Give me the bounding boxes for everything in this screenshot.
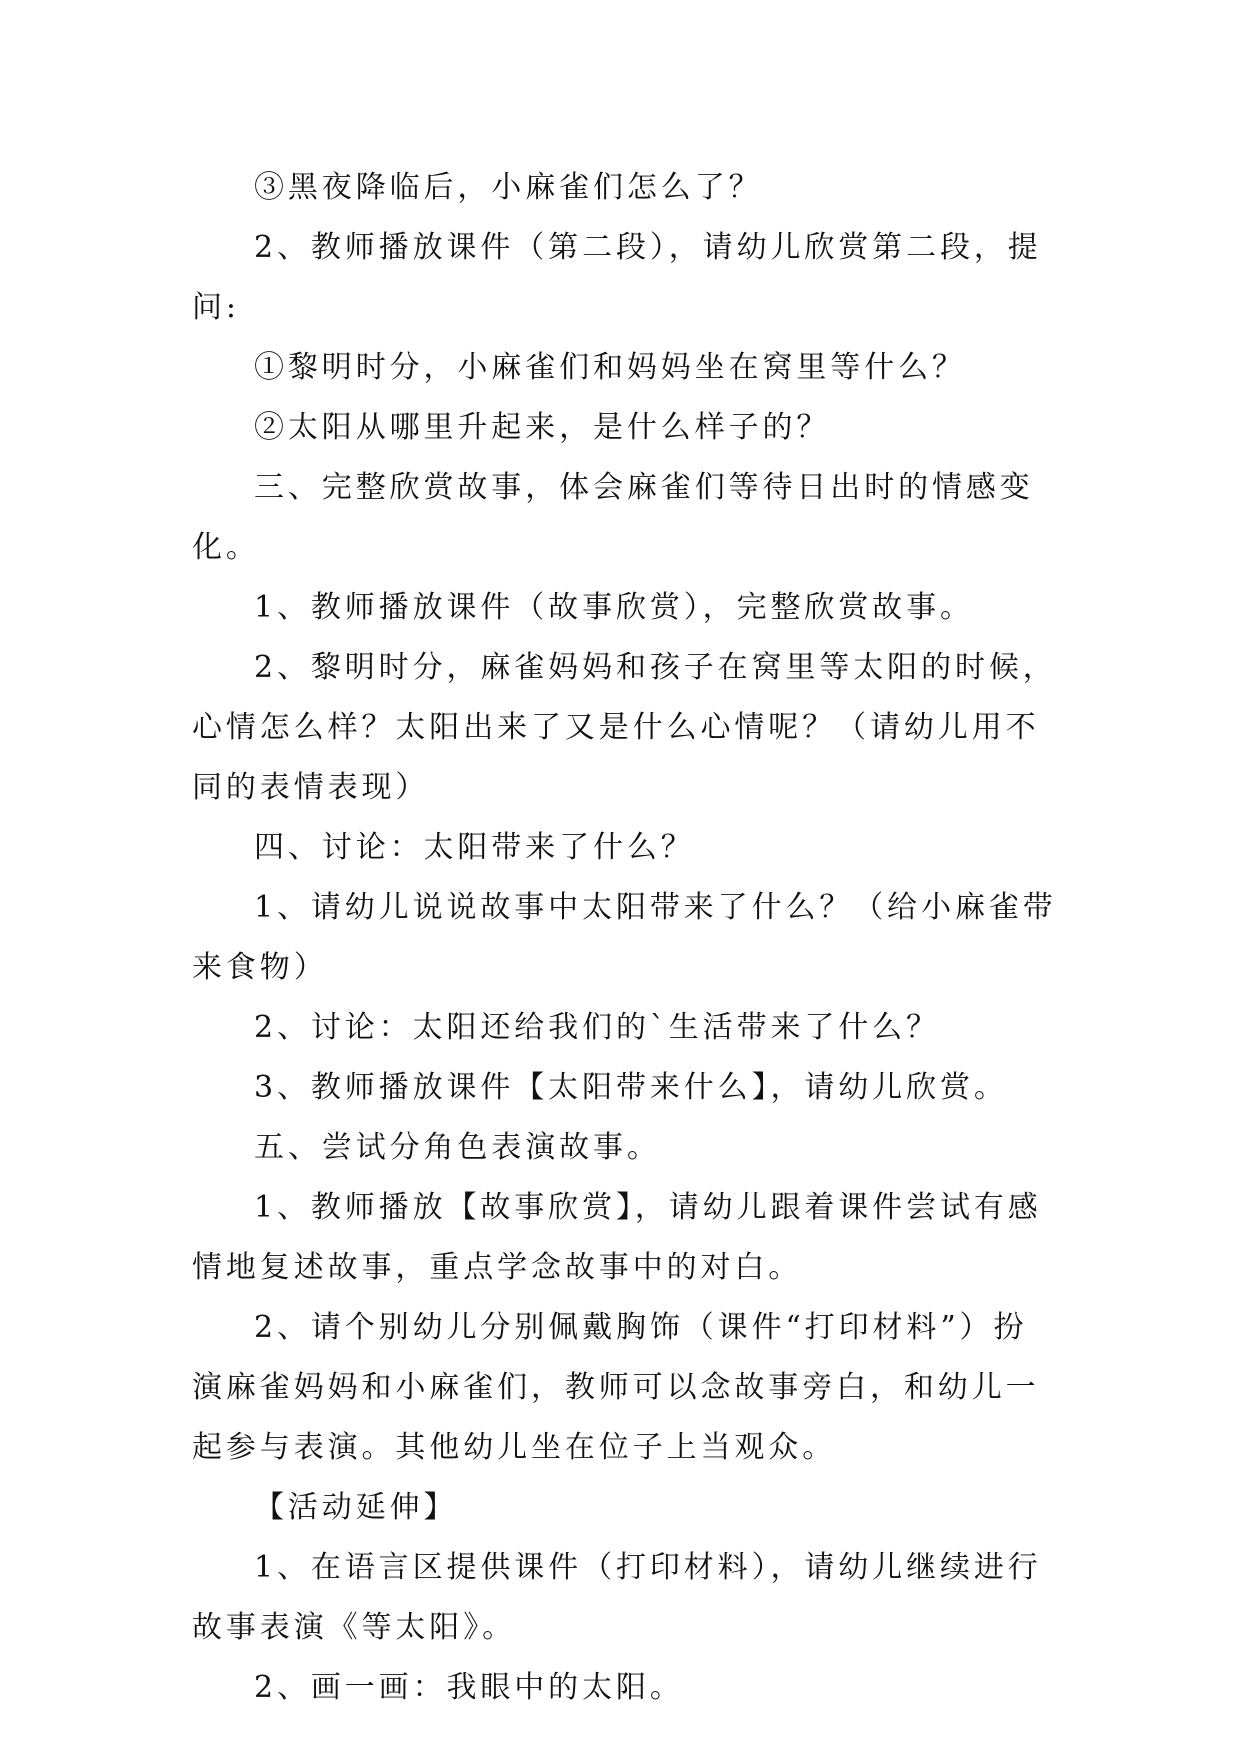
paragraph-step-3-courseware: 3、教师播放课件【太阳带来什么】，请幼儿欣赏。 — [254, 1070, 1008, 1105]
paragraph-step-2-role-play: 2、请个别幼儿分别佩戴胸饰（课件“打印材料”）扮演麻雀妈妈和小麻雀们，教师可以念故事旁白，和幼儿一起参与表演。其他幼儿坐在位子上当观众。 — [192, 1310, 1040, 1465]
paragraph-question-2: ②太阳从哪里升起来，是什么样子的？ — [254, 410, 831, 445]
section-heading-three: 三、完整欣赏故事，体会麻雀们等待日出时的情感变化。 — [192, 470, 1034, 565]
paragraph-question-3: ③黑夜降临后，小麻雀们怎么了？ — [254, 170, 763, 205]
section-heading-four: 四、讨论：太阳带来了什么？ — [254, 830, 695, 865]
paragraph-question-1: ①黎明时分，小麻雀们和妈妈坐在窝里等什么？ — [254, 350, 966, 385]
section-heading-five: 五、尝试分角色表演故事。 — [254, 1130, 661, 1165]
paragraph-step-2-play-part-two: 2、教师播放课件（第二段），请幼儿欣赏第二段，提问: — [192, 230, 1042, 325]
paragraph-step-1-retell: 1、教师播放【故事欣赏】，请幼儿跟着课件尝试有感情地复述故事，重点学念故事中的对白。 — [192, 1190, 1042, 1285]
paragraph-step-2-dawn-feelings: 2、黎明时分，麻雀妈妈和孩子在窝里等太阳的时候，心情怎么样？太阳出来了又是什么心情呢？（请幼儿用不同的表情表现） — [192, 650, 1057, 805]
paragraph-extension-1: 1、在语言区提供课件（打印材料），请幼儿继续进行故事表演《等太阳》。 — [192, 1550, 1042, 1645]
paragraph-step-2-discussion: 2、讨论：太阳还给我们的`生活带来了什么？ — [254, 1010, 940, 1045]
paragraph-extension-2: 2、画一画：我眼中的太阳。 — [254, 1670, 684, 1705]
section-heading-extension: 【活动延伸】 — [254, 1490, 458, 1525]
paragraph-step-1-what-sun-brings: 1、请幼儿说说故事中太阳带来了什么？（给小麻雀带来食物） — [192, 890, 1057, 985]
paragraph-step-1-full-story: 1、教师播放课件（故事欣赏），完整欣赏故事。 — [254, 590, 974, 625]
document-body — [192, 158, 1058, 1718]
